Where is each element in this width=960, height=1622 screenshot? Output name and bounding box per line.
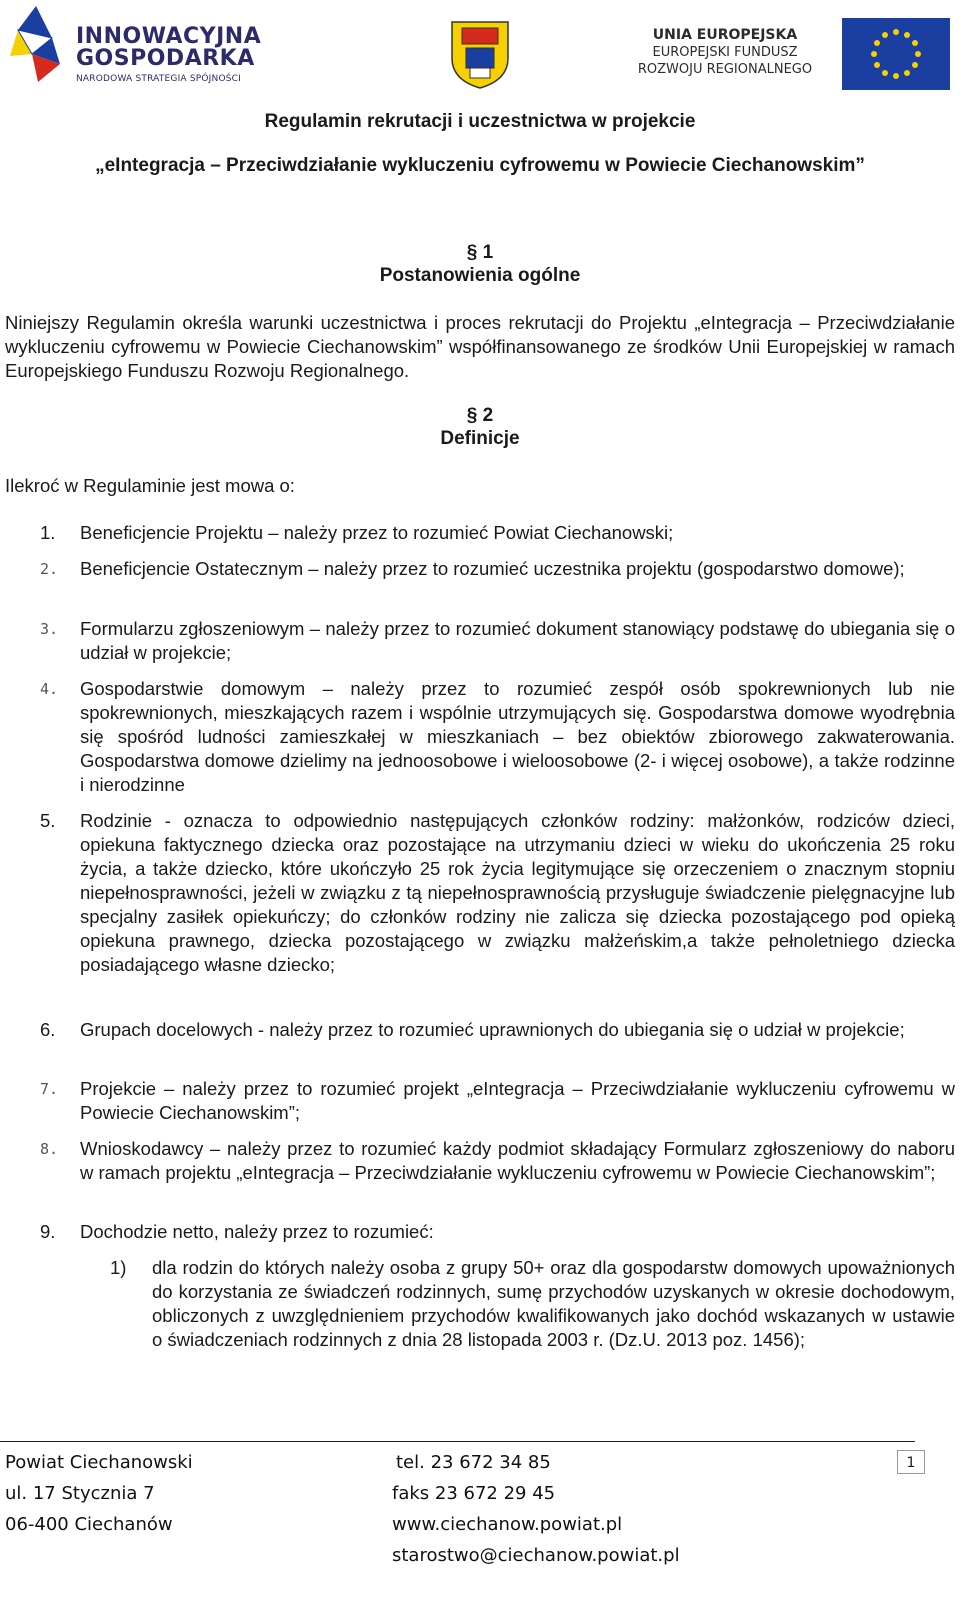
innowacyjna-star-icon — [8, 4, 68, 84]
ue-line2: EUROPEJSKI FUNDUSZ — [652, 45, 798, 60]
footer-street: ul. 17 Stycznia 7 — [5, 1483, 155, 1504]
list-item — [40, 557, 955, 581]
section-1-body: Niniejszy Regulamin określa warunki uczestnictwa i proces rekrutacji do Projektu „eIntegracja – Przeciwdziałanie wykluczeniu cyfrowemu w Powiecie Ciechanowskim” współfinansowanego ze środków Unii Europejskiej w ramach Europejskiego Funduszu Rozwoju Regionalnego. — [5, 312, 955, 381]
list-item-number: 8. — [40, 1140, 59, 1158]
footer-www[interactable]: www.ciechanow.powiat.pl — [392, 1514, 623, 1535]
page-number: 1 — [897, 1450, 925, 1474]
list-item — [40, 617, 955, 665]
list-item — [40, 521, 955, 545]
footer-fax: faks 23 672 29 45 — [392, 1483, 556, 1504]
section-2-title: Definicje — [440, 428, 520, 449]
footer-contact — [392, 1447, 680, 1571]
section-1-title: Postanowienia ogólne — [379, 265, 581, 286]
doc-title: Regulamin rekrutacji i uczestnictwa w projekcie — [264, 111, 696, 132]
innowacyjna-line1: INNOWACYJNA — [76, 24, 262, 49]
list-item-text: Rodzinie - oznacza to odpowiednio następujących członków rodziny: małżonków, rodziców dzieci, opiekuna faktycznego dziecka oraz pozostające na utrzymaniu dzieci w wieku do ukończenia 25 roku życia, a także dziecko, które ukończyło 25 rok życia legitymujące się orzeczeniem o znacznym stopniu niepełnosprawności, jeżeli w związku z tą niepełnosprawnością przysługuje świadczenie pielęgnacyjne lub specjalny zasiłek opiekuńczy; do członków rodziny nie zalicza się dziecka pozostającego pod opieką opiekuna prawnego, dziecka pozostającego w związku małżeńskim,a także pełnoletniego dziecka posiadającego własne dziecko; — [80, 810, 955, 975]
list-item — [40, 1018, 955, 1042]
list-item-text: Beneficjencie Ostatecznym – należy przez to rozumieć uczestnika projektu (gospodarstwo domowe); — [80, 558, 905, 579]
list-item-text: Projekcie – należy przez to rozumieć projekt „eIntegracja – Przeciwdziałanie wykluczeniu cyfrowemu w Powiecie Ciechanowskim”; — [80, 1078, 955, 1123]
list-item-number: 4. — [40, 680, 59, 698]
list-item-number: 1. — [40, 522, 56, 543]
list-item-text: Beneficjencie Projektu – należy przez to rozumieć Powiat Ciechanowski; — [80, 522, 674, 543]
innowacyjna-line3: NARODOWA STRATEGIA SPÓJNOŚCI — [76, 74, 241, 84]
section-1-number: § 1 — [466, 242, 494, 263]
section-2-number: § 2 — [466, 405, 494, 426]
footer-divider — [0, 1441, 915, 1442]
eu-fund-label — [620, 26, 830, 78]
list-item-number: 9. — [40, 1221, 56, 1242]
list-item-number: 7. — [40, 1080, 59, 1098]
footer-address — [5, 1447, 193, 1540]
innowacyjna-gospodarka-logo — [8, 4, 262, 86]
sub-list-item-number: 1) — [110, 1257, 127, 1278]
coat-of-arms-icon — [448, 18, 512, 90]
page-header — [0, 0, 960, 100]
list-item-number: 3. — [40, 620, 59, 638]
eu-flag-icon — [842, 18, 950, 90]
section-2-intro: Ilekroć w Regulaminie jest mowa o: — [5, 475, 295, 496]
sub-list-item — [110, 1256, 955, 1352]
list-item-text: Gospodarstwie domowym – należy przez to rozumieć zespół osób spokrewnionych lub nie spokrewnionych, mieszkających razem i wspólnie utrzymujących się. Gospodarstwa domowe wyodrębnia się spośród ludności zamieszkałej w mieszkaniach – bez obiektów zbiorowego zakwaterowania. Gospodarstwa domowe dzielimy na jednoosobowe i wieloosobowe (2- i więcej osobowe), a także rodzinne i nierodzinne — [80, 678, 955, 795]
list-item — [40, 1220, 955, 1244]
ue-line1: UNIA EUROPEJSKA — [652, 27, 798, 43]
list-item-text: Wnioskodawcy – należy przez to rozumieć każdy podmiot składający Formularz zgłoszeniowy do naboru w ramach projektu „eIntegracja – Przeciwdziałanie wykluczeniu cyfrowemu w Powiecie Ciechanowskim”; — [80, 1138, 955, 1183]
list-item-number: 6. — [40, 1019, 56, 1040]
list-item — [40, 809, 955, 977]
ue-line3: ROZWOJU REGIONALNEGO — [637, 62, 813, 77]
list-item-number: 2. — [40, 560, 59, 578]
list-item — [40, 1077, 955, 1125]
list-item — [40, 1137, 955, 1185]
footer-org: Powiat Ciechanowski — [5, 1452, 193, 1473]
list-item-text: Dochodzie netto, należy przez to rozumieć: — [80, 1221, 434, 1242]
footer-city: 06-400 Ciechanów — [5, 1514, 173, 1535]
innowacyjna-line2: GOSPODARKA — [76, 46, 255, 71]
footer-tel: tel. 23 672 34 85 — [396, 1452, 551, 1473]
list-item-number: 5. — [40, 810, 56, 831]
list-item — [40, 677, 955, 797]
footer-email[interactable]: starostwo@ciechanow.powiat.pl — [392, 1545, 680, 1566]
list-item-text: Grupach docelowych - należy przez to rozumieć uprawnionych do ubiegania się o udział w projekcie; — [80, 1019, 905, 1040]
list-item-text: Formularzu zgłoszeniowym – należy przez to rozumieć dokument stanowiący podstawę do ubiegania się o udział w projekcie; — [80, 618, 955, 663]
doc-subtitle: „eIntegracja – Przeciwdziałanie wykluczeniu cyfrowemu w Powiecie Ciechanowskim” — [95, 155, 865, 176]
sub-list-item-text: dla rodzin do których należy osoba z grupy 50+ oraz dla gospodarstw domowych upoważnionych do korzystania ze świadczeń rodzinnych, sumę przychodów uzyskanych w okresie dochodowym, obliczonych z uwzględnieniem przychodów kwalifikowanych jako dochód wskazanych w ustawie o świadczeniach rodzinnych z dnia 28 listopada 2003 r. (Dz.U. 2013 poz. 1456); — [152, 1257, 955, 1350]
